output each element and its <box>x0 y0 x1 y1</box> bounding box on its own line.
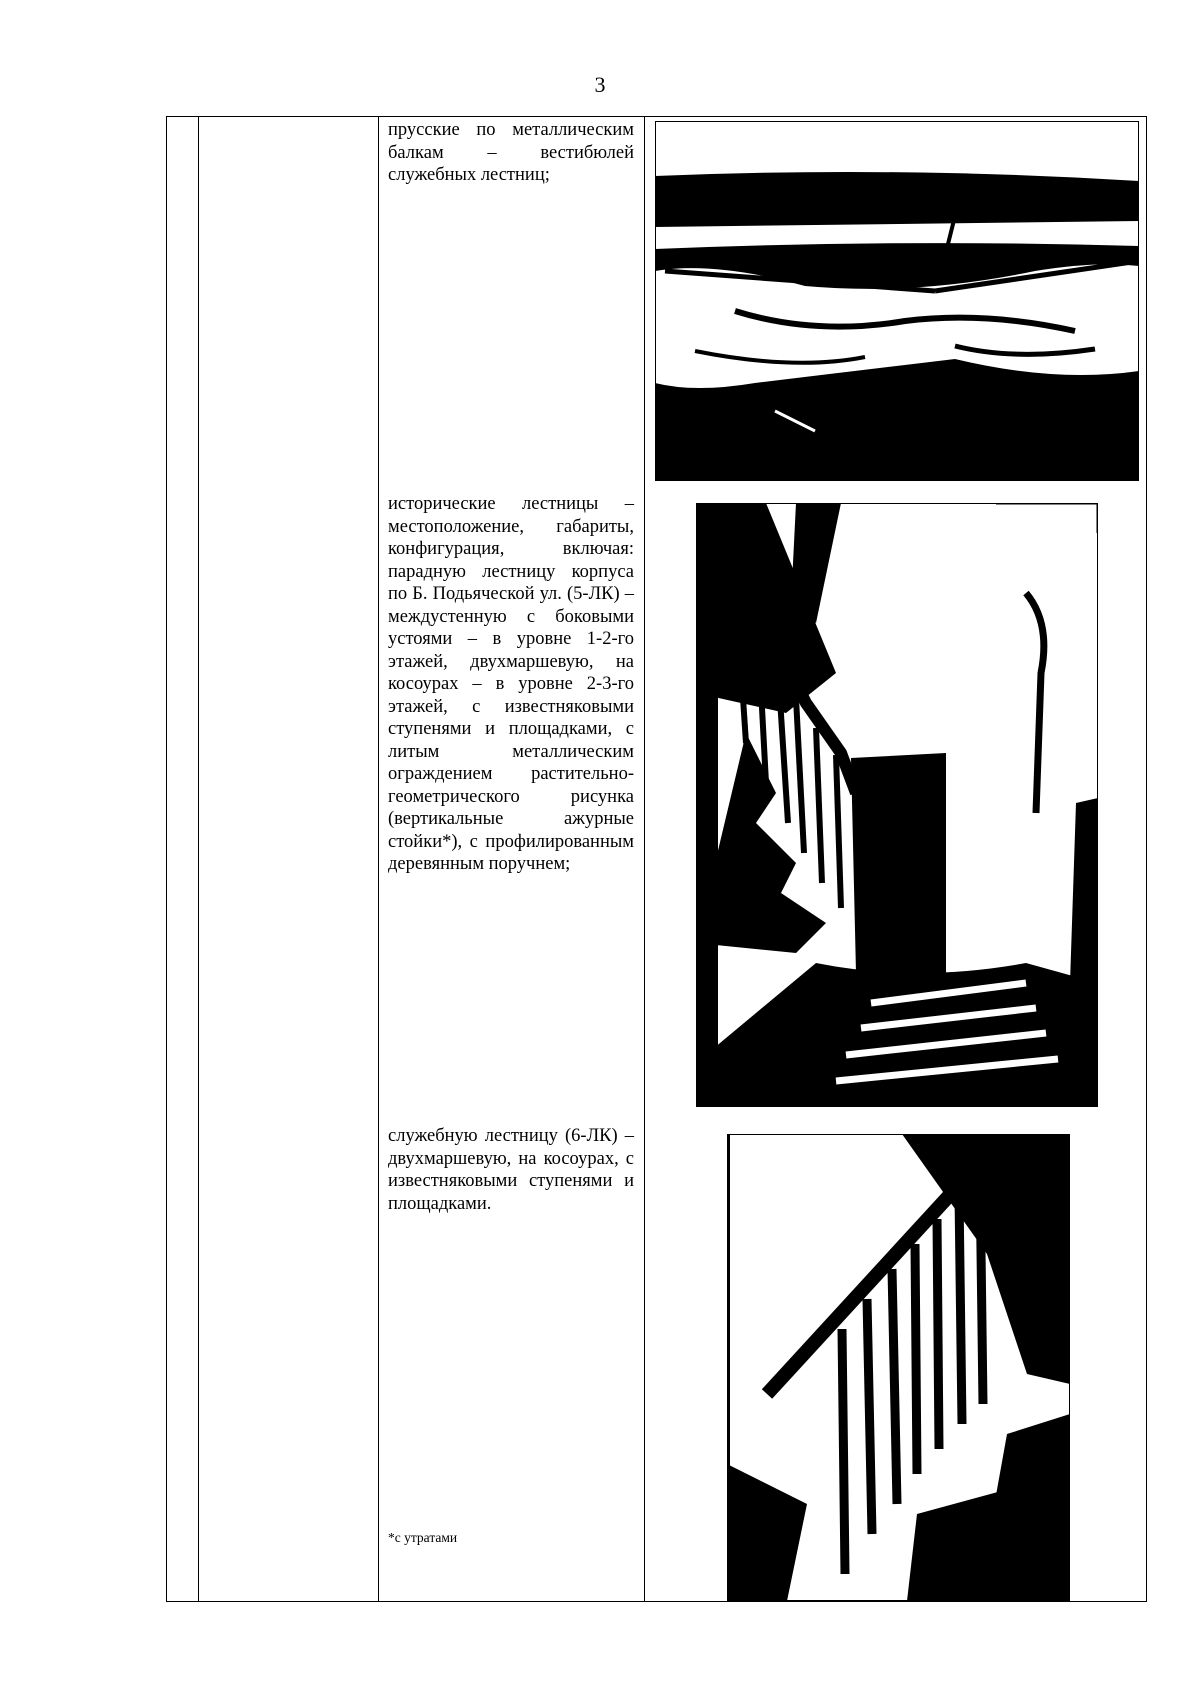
photo-cell <box>645 117 1147 1602</box>
vestibule-ceiling-photo <box>655 121 1139 481</box>
footnote: *с утратами <box>388 1530 458 1545</box>
description-service-staircase: служебную лестницу (6-ЛК) – двухмаршевую, на косоурах, с известняковыми ступенями и площадками. <box>388 1126 634 1214</box>
main-staircase-photo <box>696 503 1098 1107</box>
index-cell <box>167 117 199 1602</box>
service-staircase-photo <box>727 1134 1070 1601</box>
description-cell <box>379 117 645 1602</box>
description-vestibule-ceilings: прусские по металлическим балкам – вестибюлей служебных лестниц; <box>388 120 634 185</box>
object-description-table <box>166 116 1147 1602</box>
page-number: 3 <box>594 72 606 97</box>
object-name-cell <box>199 117 379 1602</box>
description-main-staircase: исторические лестницы – местоположение, габариты, конфигурация, включая: парадную лестницу корпуса по Б. Подьяческой ул. (5-ЛК) – междустенную с боковыми устоями – в уровне 1-2-го этажей, двухмаршевую, на косоурах – в уровне 2-3-го этажей, с известняковыми ступенями и площадками, с литым металлическим ограждением растительно-геометрического рисунка (вертикальные ажурные стойки*), с профилированным деревянным поручнем; <box>388 494 634 874</box>
